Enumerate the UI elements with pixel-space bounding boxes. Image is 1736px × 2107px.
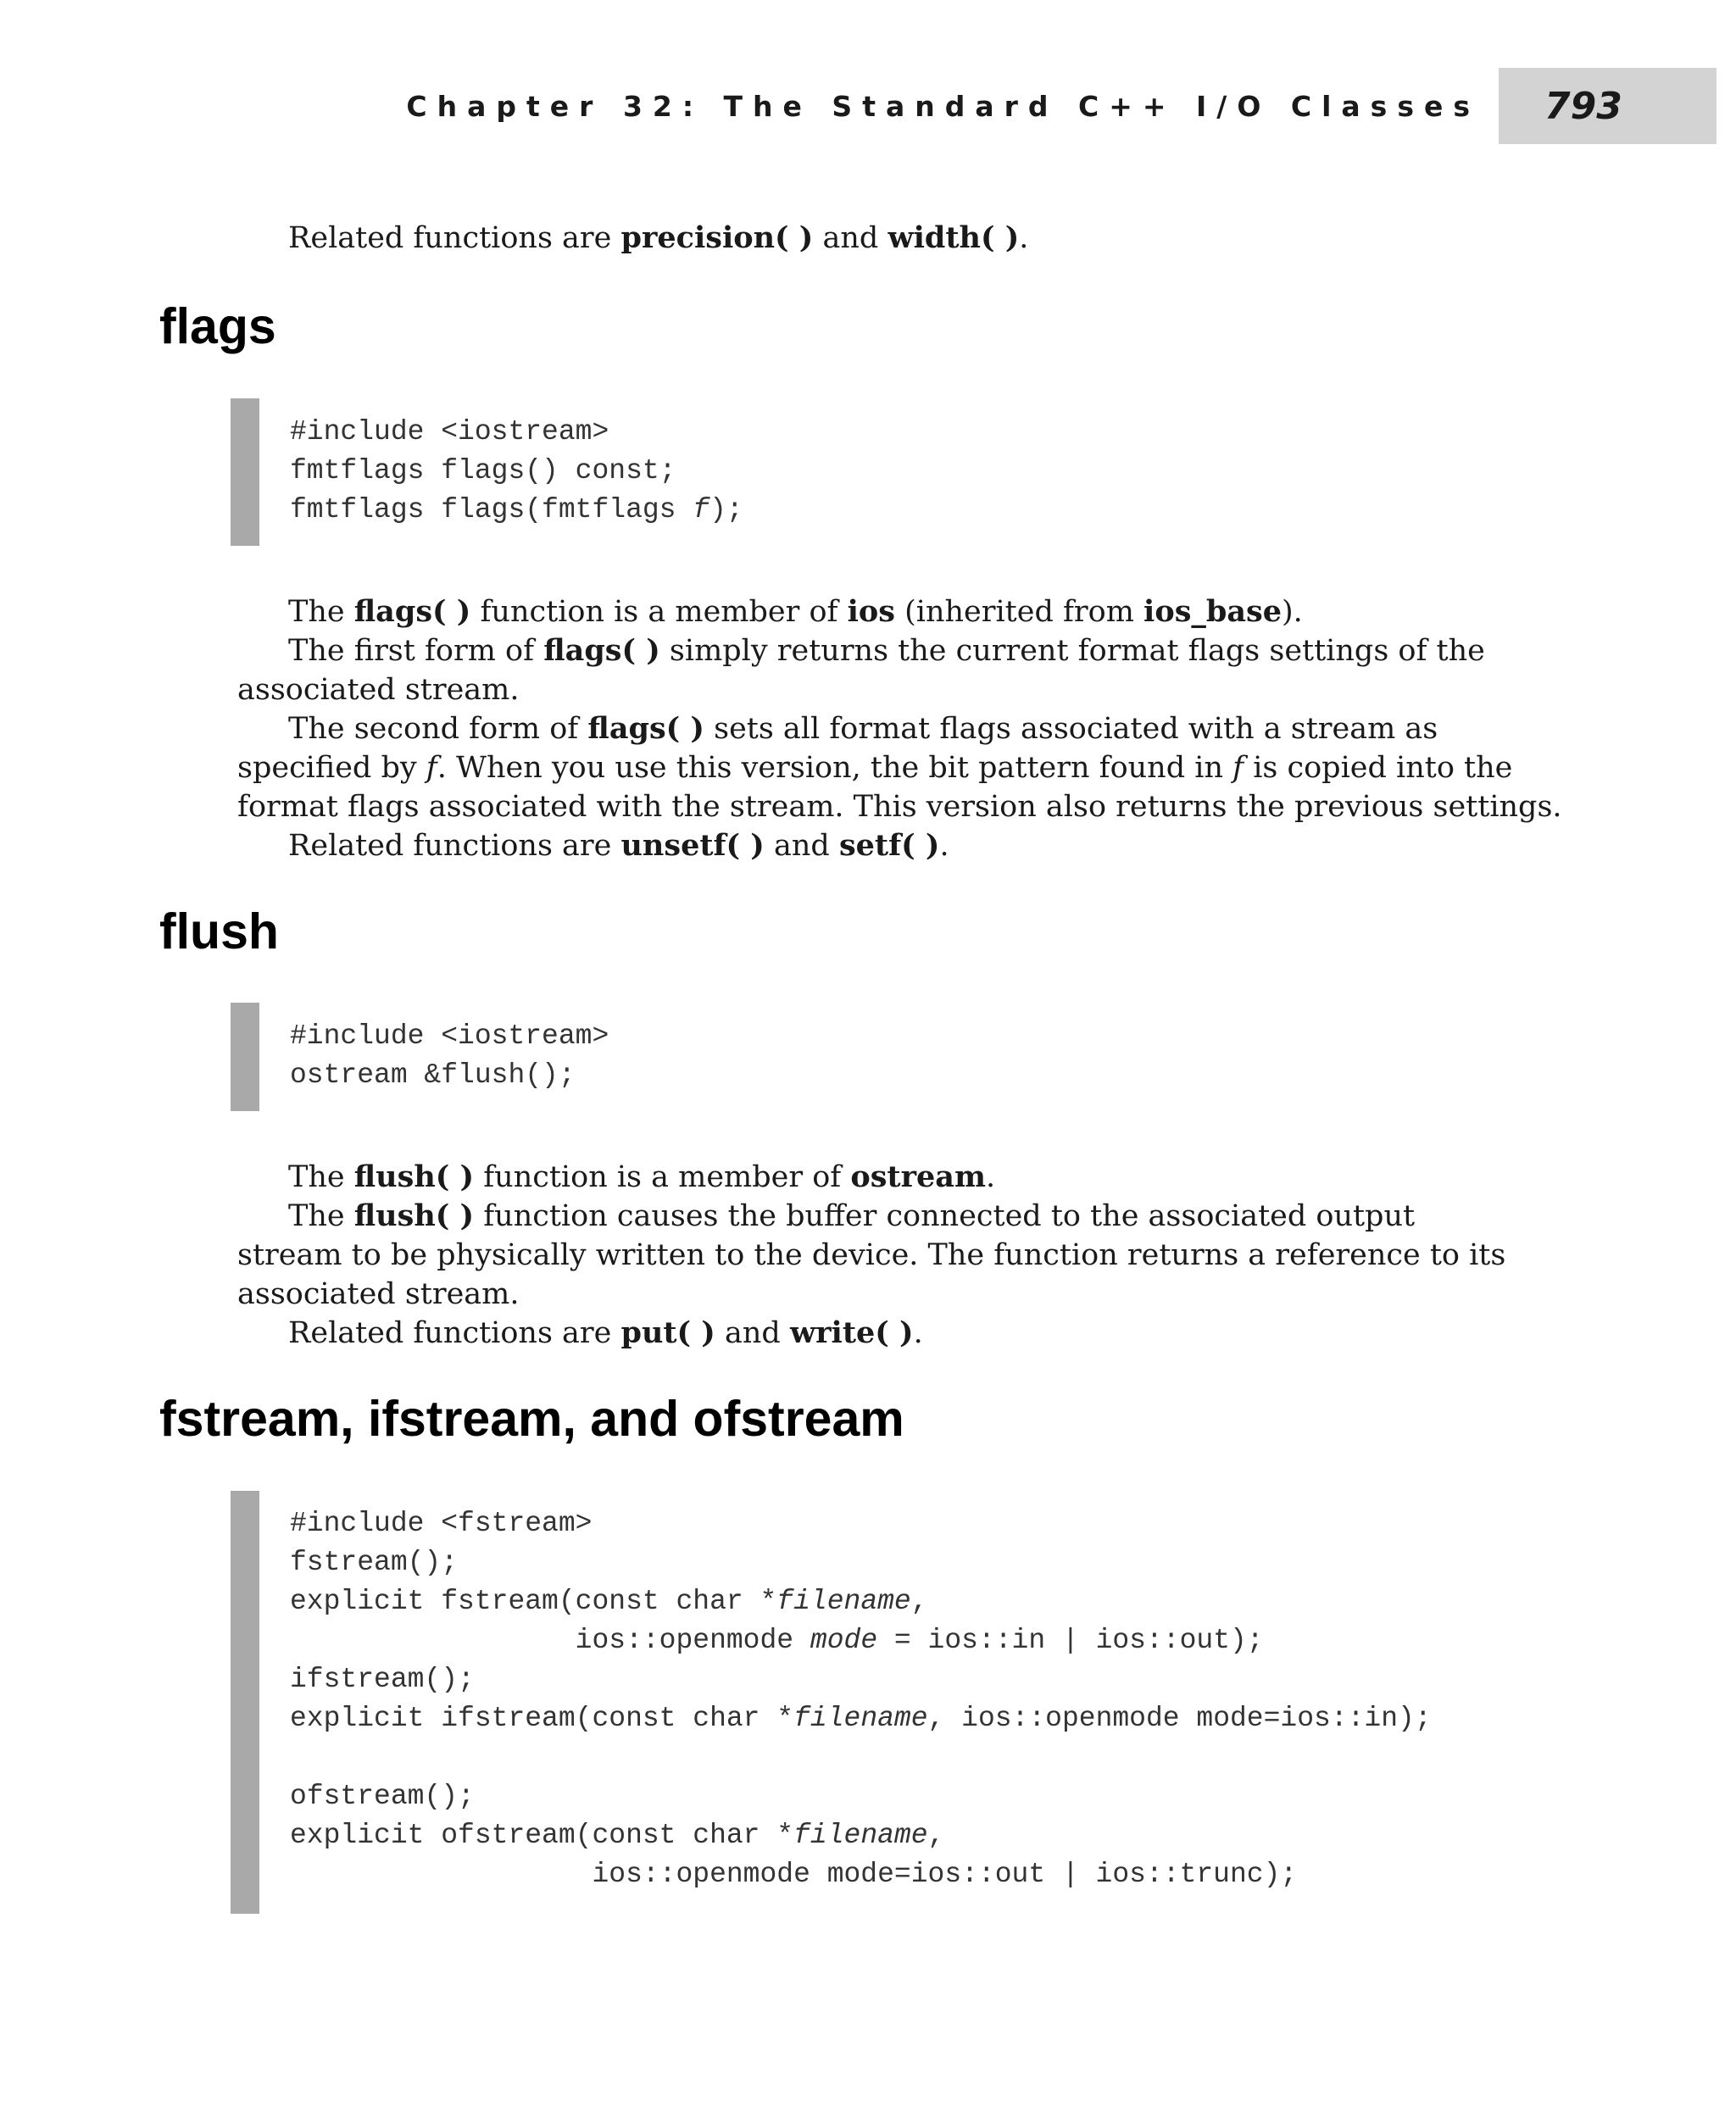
paragraph-continuation: stream to be physically written to the device. The function returns a reference to its xyxy=(237,1238,1506,1272)
code-block-flags: #include <iostream> fmtflags flags() const; fmtflags flags(fmtflags f); xyxy=(290,416,743,525)
related-functions-line: Related functions are put( ) and write( ). xyxy=(288,1315,923,1350)
section-heading-flags: flags xyxy=(159,298,276,354)
related-functions-line: Related functions are precision( ) and width( ). xyxy=(288,220,1029,255)
page-number-tab xyxy=(1499,68,1717,144)
code-block-flush: #include <iostream> ostream &flush(); xyxy=(290,1020,609,1091)
paragraph: The second form of flags( ) sets all format flags associated with a stream as xyxy=(288,711,1438,746)
paragraph: The flush( ) function causes the buffer connected to the associated output xyxy=(288,1198,1416,1233)
page-number: 793 xyxy=(1544,84,1622,128)
code-block-fstream: #include <fstream> fstream(); explicit fstream(const char *filename, ios::openmode mode = ios::in | ios::out); ifstream(); explicit ifstream(const char *filename, ios::openmode mode=ios::in); ofstream(); explicit ofstream(const char *filename, ios::openmode mode=ios::out | ios::trunc); xyxy=(290,1508,1432,1890)
paragraph-continuation: specified by f. When you use this version, the bit pattern found in f is copied into the xyxy=(237,751,1513,785)
section-heading-fstream: fstream, ifstream, and ofstream xyxy=(159,1391,904,1447)
code-bar xyxy=(231,398,259,546)
paragraph: The flush( ) function is a member of ostream. xyxy=(288,1159,996,1194)
related-functions-line: Related functions are unsetf( ) and setf( ). xyxy=(288,828,949,863)
paragraph-continuation: associated stream. xyxy=(237,1277,520,1311)
section-heading-flush: flush xyxy=(159,903,279,959)
code-bar xyxy=(231,1003,259,1111)
chapter-title: Chapter 32: The Standard C++ I/O Classes xyxy=(406,89,1480,123)
paragraph-continuation: associated stream. xyxy=(237,673,520,707)
paragraph: The first form of flags( ) simply returns the current format flags settings of the xyxy=(288,633,1485,668)
paragraph-continuation: format flags associated with the stream. This version also returns the previous settings. xyxy=(237,790,1562,824)
code-bar xyxy=(231,1491,259,1914)
paragraph: The flags( ) function is a member of ios (inherited from ios_base). xyxy=(288,594,1303,629)
function-ref: width( ) xyxy=(887,220,1020,255)
function-ref: precision( ) xyxy=(620,220,814,255)
running-head xyxy=(0,68,1499,144)
